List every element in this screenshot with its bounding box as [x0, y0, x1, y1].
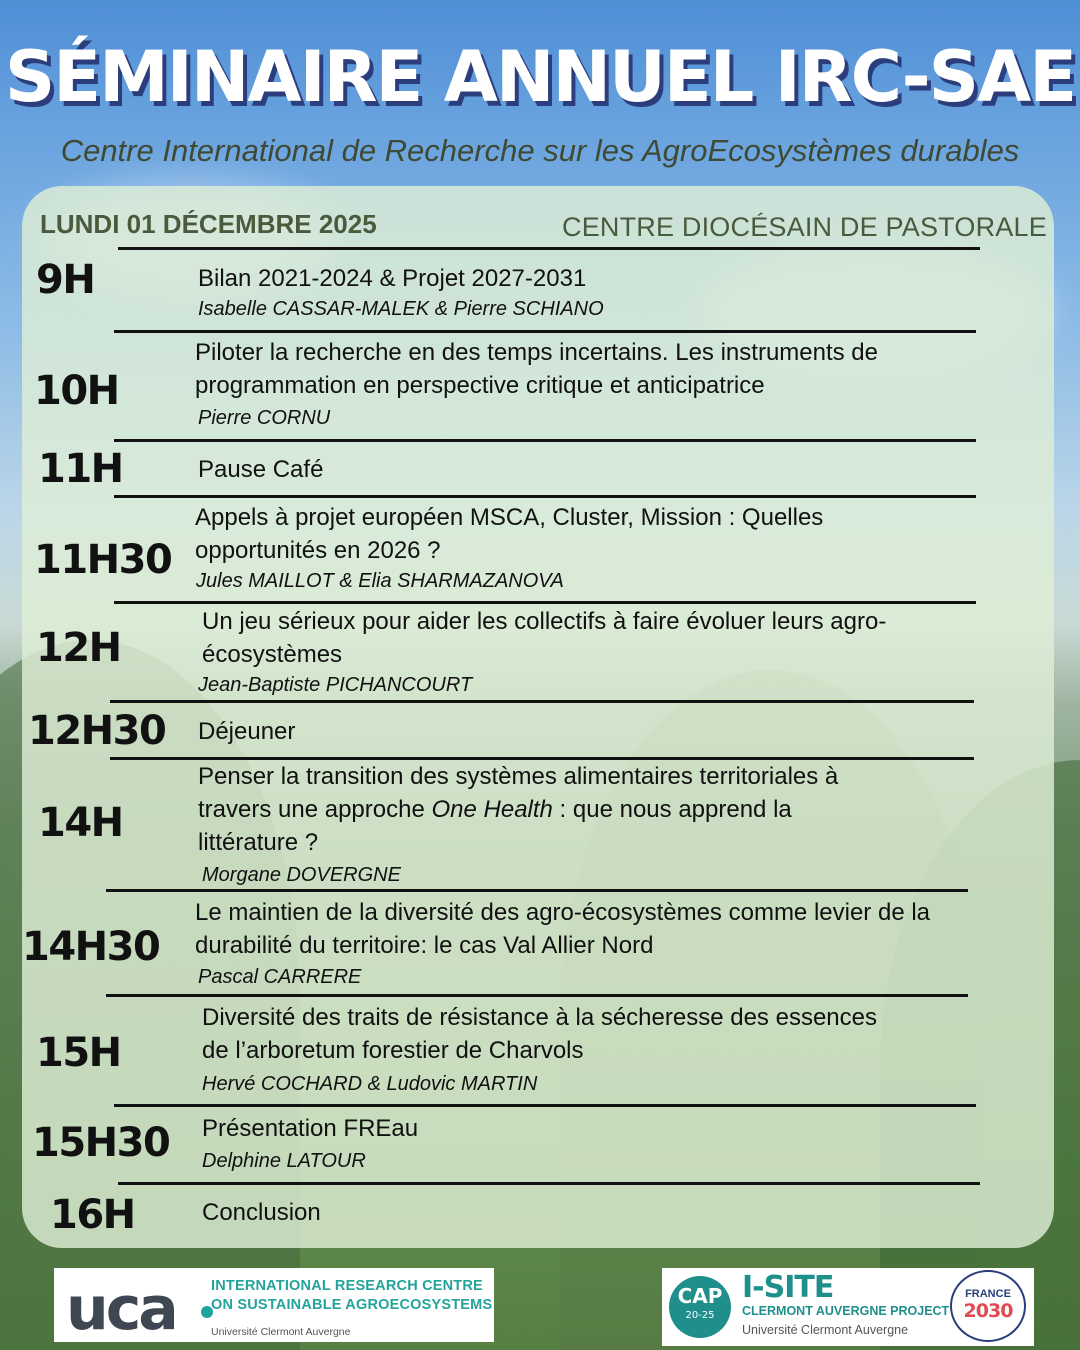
talk-title: Pause Café: [198, 456, 324, 483]
time-slot: 14H: [38, 800, 123, 846]
uca-logo-wordmark: uca: [66, 1274, 176, 1344]
time-slot: 16H: [50, 1192, 135, 1238]
talk-speaker: Morgane DOVERGNE: [202, 864, 401, 886]
cap-badge-years: 20-25: [685, 1310, 715, 1321]
cap-2025-badge: [669, 1276, 731, 1338]
page-subtitle: Centre International de Recherche sur les AgroEcosystèmes durables: [60, 133, 1020, 168]
event-venue: CENTRE DIOCÉSAIN DE PASTORALE: [562, 212, 1047, 242]
time-slot: 10H: [34, 368, 119, 414]
talk-title-line: Penser la transition des systèmes alimentaires territoriales à: [198, 763, 839, 790]
talk-speaker: Isabelle CASSAR-MALEK & Pierre SCHIANO: [198, 298, 604, 320]
page-title: SÉMINAIRE ANNUEL IRC-SAE: [4, 36, 1076, 118]
talk-title: [195, 501, 823, 567]
isite-title: I-SITE: [742, 1270, 834, 1305]
divider: [114, 330, 976, 333]
talk-title-line: Le maintien de la diversité des agro-écosystèmes comme levier de la: [195, 899, 931, 926]
divider: [114, 1104, 976, 1107]
time-slot: 12H30: [28, 708, 166, 754]
time-slot: 14H30: [22, 924, 160, 970]
talk-title: Présentation FREau: [202, 1115, 419, 1142]
talk-title-emphasis: One Health: [431, 796, 553, 823]
talk-speaker: Delphine LATOUR: [202, 1150, 366, 1172]
event-date: LUNDI 01 DÉCEMBRE 2025: [40, 209, 377, 239]
divider: [118, 1182, 980, 1185]
time-slot: 12H: [36, 625, 121, 671]
talk-speaker: Pierre CORNU: [198, 407, 331, 429]
talk-title-line: Appels à projet européen MSCA, Cluster, Mission : Quelles: [195, 504, 824, 531]
divider: [118, 247, 980, 250]
talk-title-text: : que nous apprend la: [552, 796, 792, 823]
time-slot: 9H: [36, 257, 95, 303]
talk-title: [202, 605, 886, 671]
talk-title: [202, 1001, 877, 1067]
talk-title-line: opportunités en 2026 ?: [195, 537, 441, 564]
talk-speaker: Pascal CARRERE: [198, 966, 362, 988]
talk-title: [195, 336, 878, 402]
talk-title: Déjeuner: [198, 718, 296, 745]
talk-title-line: écosystèmes: [202, 641, 343, 668]
divider: [114, 495, 976, 498]
divider: [114, 601, 976, 604]
divider: [106, 994, 968, 997]
talk-title: Conclusion: [202, 1199, 321, 1226]
france-2030-label: FRANCE: [965, 1288, 1011, 1300]
divider: [110, 700, 974, 703]
talk-title-line: de l’arboretum forestier de Charvols: [202, 1037, 584, 1064]
talk-title-line: [198, 793, 838, 826]
talk-title-line: Piloter la recherche en des temps incertains. Les instruments de: [195, 339, 879, 366]
talk-title-line: Diversité des traits de résistance à la sécheresse des essences: [202, 1004, 877, 1031]
france-2030-badge: [950, 1270, 1026, 1342]
talk-title-line: durabilité du territoire: le cas Val Allier Nord: [195, 932, 654, 959]
irc-name-line1: INTERNATIONAL RESEARCH CENTRE: [211, 1278, 483, 1294]
isite-logo: [662, 1268, 1034, 1346]
time-slot: 11H30: [34, 537, 172, 583]
talk-title-text: travers une approche: [198, 796, 432, 823]
talk-title-line: Un jeu sérieux pour aider les collectifs à faire évoluer leurs agro-: [202, 608, 887, 635]
irc-name-line2: ON SUSTAINABLE AGROECOSYSTEMS: [211, 1297, 493, 1313]
talk-title: Bilan 2021-2024 & Projet 2027-2031: [198, 265, 587, 292]
talk-speaker: Hervé COCHARD & Ludovic MARTIN: [202, 1073, 538, 1095]
isite-project-name: CLERMONT AUVERGNE PROJECT: [742, 1304, 950, 1318]
france-2030-year: 2030: [963, 1300, 1013, 1322]
talk-title-line: littérature ?: [198, 829, 319, 856]
divider: [114, 439, 976, 442]
talk-speaker: Jules MAILLOT & Elia SHARMAZANOVA: [196, 570, 564, 592]
uca-university-name: Université Clermont Auvergne: [211, 1326, 351, 1338]
talk-title: [198, 760, 838, 859]
time-slot: 15H30: [32, 1120, 170, 1166]
cap-badge-label: CAP: [677, 1284, 723, 1308]
talk-speaker: Jean-Baptiste PICHANCOURT: [198, 674, 473, 696]
talk-title-line: programmation en perspective critique et anticipatrice: [195, 372, 765, 399]
uca-irc-logo: [54, 1268, 494, 1342]
talk-title: [195, 896, 930, 962]
time-slot: 15H: [36, 1030, 121, 1076]
time-slot: 11H: [38, 446, 123, 492]
divider: [106, 889, 968, 892]
isite-university-name: Université Clermont Auvergne: [742, 1323, 909, 1337]
